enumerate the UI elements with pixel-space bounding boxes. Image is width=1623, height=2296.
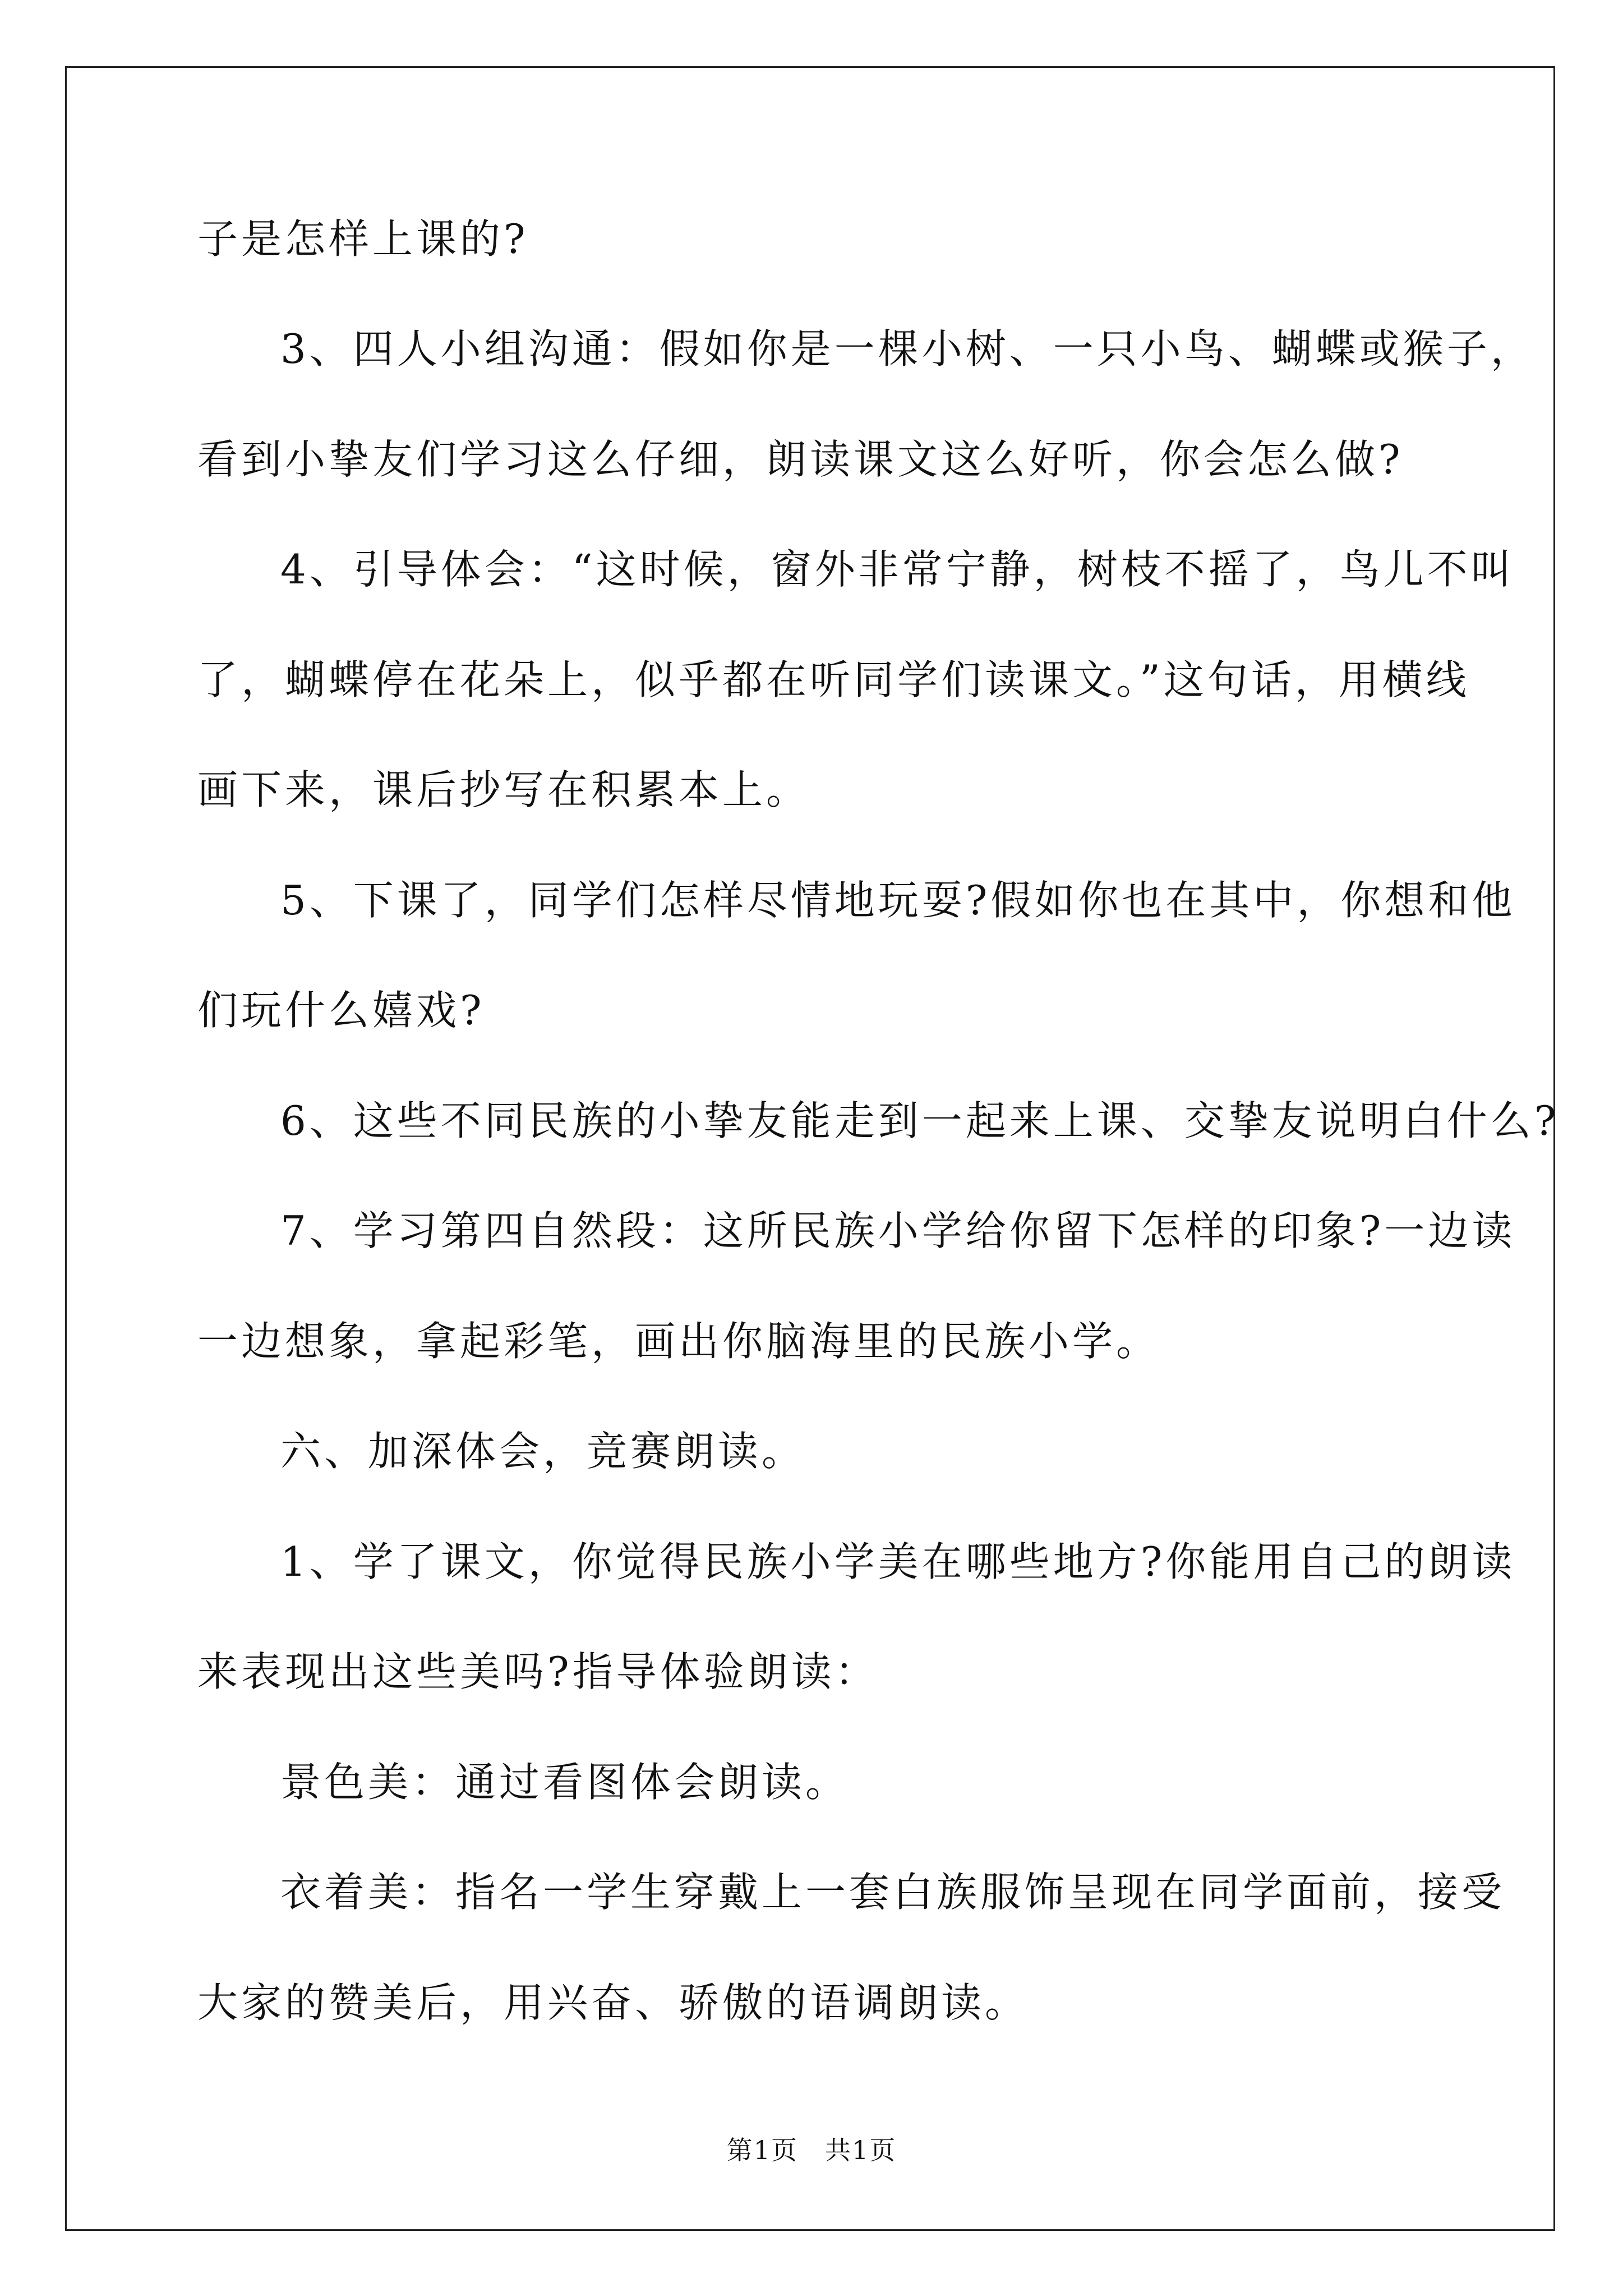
text-line: 来表现出这些美吗?指导体验朗读： bbox=[197, 1648, 879, 1695]
text-line: 4、引导体会：“这时候，窗外非常宁静，树枝不摇了，鸟儿不叫 bbox=[280, 546, 1515, 593]
text-line: 衣着美：指名一学生穿戴上一套白族服饰呈现在同学面前，接受 bbox=[280, 1869, 1506, 1916]
text-line: 6、这些不同民族的小挚友能走到一起来上课、交挚友说明白什么? bbox=[280, 1097, 1560, 1144]
text-line: 看到小挚友们学习这么仔细，朗读课文这么好听，你会怎么做? bbox=[197, 436, 1404, 483]
text-line: 画下来，课后抄写在积累本上。 bbox=[197, 766, 810, 813]
text-line: 子是怎样上课的? bbox=[197, 215, 529, 263]
text-line: 1、学了课文，你觉得民族小学美在哪些地方?你能用自己的朗读 bbox=[280, 1538, 1516, 1585]
text-line: 大家的赞美后，用兴奋、骄傲的语调朗读。 bbox=[197, 1979, 1029, 2026]
text-line: 景色美：通过看图体会朗读。 bbox=[280, 1759, 850, 1806]
text-line: 六、加深体会，竞赛朗读。 bbox=[280, 1428, 806, 1475]
page-footer bbox=[0, 2137, 1623, 2163]
text-line: 们玩什么嬉戏? bbox=[197, 987, 485, 1034]
text-line: 5、下课了，同学们怎样尽情地玩耍?假如你也在其中，你想和他 bbox=[280, 877, 1516, 924]
text-line: 一边想象，拿起彩笔，画出你脑海里的民族小学。 bbox=[197, 1318, 1160, 1365]
text-line: 7、学习第四自然段：这所民族小学给你留下怎样的印象?一边读 bbox=[280, 1207, 1516, 1254]
total-pages: 共1页 bbox=[825, 2135, 897, 2165]
page-number: 第1页 bbox=[726, 2135, 798, 2165]
text-line: 了，蝴蝶停在花朵上，似乎都在听同学们读课文。”这句话，用横线 bbox=[197, 656, 1470, 703]
text-line: 3、四人小组沟通：假如你是一棵小树、一只小鸟、蝴蝶或猴子， bbox=[280, 325, 1534, 372]
